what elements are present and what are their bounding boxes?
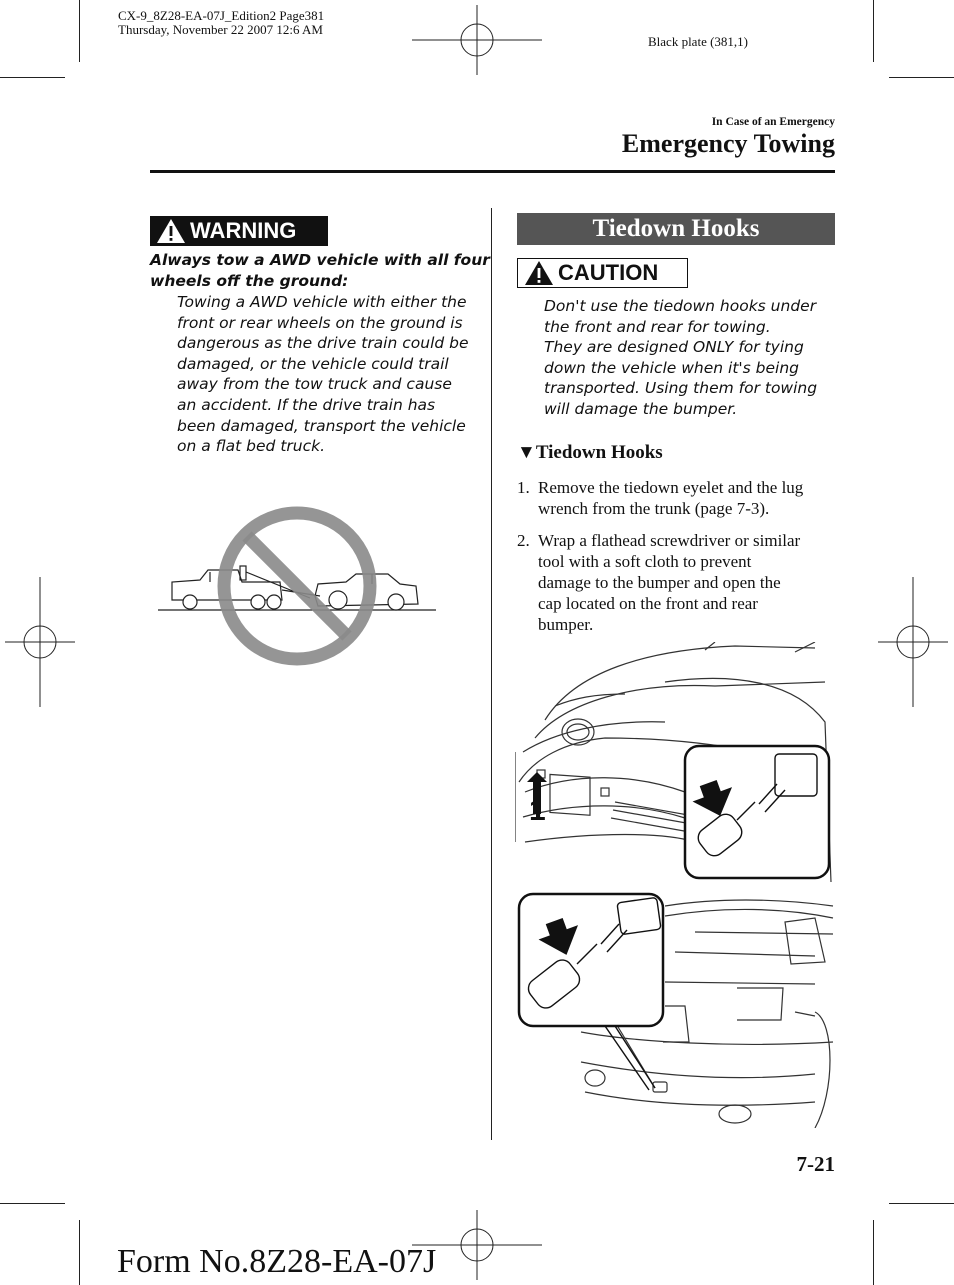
step-number: 2. xyxy=(517,531,530,550)
step-number: 1. xyxy=(517,478,530,497)
tiedown-subhead xyxy=(517,442,663,464)
caution-label: CAUTION xyxy=(558,260,659,285)
caution-badge xyxy=(517,258,688,288)
warning-label: WARNING xyxy=(190,218,297,243)
caution-line: transported. Using them for towing xyxy=(544,379,818,398)
rear-bumper-illustration xyxy=(515,892,835,1128)
caution-triangle-icon xyxy=(524,260,554,286)
tiedown-subhead-text: Tiedown Hooks xyxy=(535,442,663,463)
warning-badge xyxy=(150,216,328,246)
column-divider xyxy=(491,208,492,1140)
page-title: Emergency Towing xyxy=(621,129,835,158)
step-2 xyxy=(517,530,837,640)
no-towing-illustration xyxy=(150,500,450,675)
print-job-line-2: Thursday, November 22 2007 12:6 AM xyxy=(118,22,323,37)
header-rule xyxy=(150,170,835,173)
form-number: Form No.8Z28-EA-07J xyxy=(117,1243,437,1280)
warning-triangle-icon xyxy=(156,218,186,244)
step-1 xyxy=(517,477,837,523)
warning-heading-line: Always tow a AWD vehicle with all four xyxy=(150,251,490,269)
warning-body-line: front or rear wheels on the ground is xyxy=(177,313,463,332)
warning-body-line: on a flat bed truck. xyxy=(177,437,326,456)
warning-body-line: an accident. If the drive train has xyxy=(177,395,436,414)
section-label: In Case of an Emergency xyxy=(711,116,835,128)
step-line: Wrap a flathead screwdriver or similar xyxy=(538,531,801,550)
caution-body xyxy=(544,296,817,420)
warning-body xyxy=(177,292,469,457)
step-line: wrench from the trunk (page 7-3). xyxy=(538,499,770,518)
callout-number: 1 xyxy=(529,794,546,827)
caution-line: down the vehicle when it's being xyxy=(544,358,800,377)
prohibition-icon xyxy=(224,513,370,659)
warning-body-line: been damaged, transport the vehicle xyxy=(177,416,466,435)
step-line: tool with a soft cloth to prevent xyxy=(538,552,752,571)
warning-heading-line: wheels off the ground: xyxy=(150,271,349,290)
caution-line: the front and rear for towing. xyxy=(544,317,771,336)
step-line: damage to the bumper and open the xyxy=(538,573,781,592)
step-line: cap located on the front and rear xyxy=(538,594,758,613)
registration-mark-top xyxy=(412,5,542,75)
step-line: bumper. xyxy=(538,615,594,634)
warning-heading xyxy=(150,250,490,291)
warning-body-line: Towing a AWD vehicle with either the xyxy=(177,293,467,311)
page-number: 7-21 xyxy=(796,1152,835,1176)
registration-mark-right xyxy=(878,577,948,707)
warning-body-line: damaged, or the vehicle could trail xyxy=(177,354,449,373)
warning-body-line: dangerous as the drive train could be xyxy=(177,334,469,353)
caution-line: Don't use the tiedown hooks under xyxy=(544,297,817,315)
step-line: Remove the tiedown eyelet and the lug xyxy=(538,478,804,497)
caution-line: They are designed ONLY for tying xyxy=(544,338,804,357)
caution-line: will damage the bumper. xyxy=(544,399,738,418)
print-job-line-1: CX-9_8Z28-EA-07J_Edition2 Page381 xyxy=(118,8,325,23)
warning-body-line: away from the tow truck and cause xyxy=(177,375,452,394)
front-bumper-illustration xyxy=(515,642,835,882)
registration-mark-left xyxy=(5,577,75,707)
plate-label: Black plate (381,1) xyxy=(648,34,748,49)
tiedown-banner: Tiedown Hooks xyxy=(517,213,835,245)
triangle-down-icon: ▼ xyxy=(517,442,536,463)
